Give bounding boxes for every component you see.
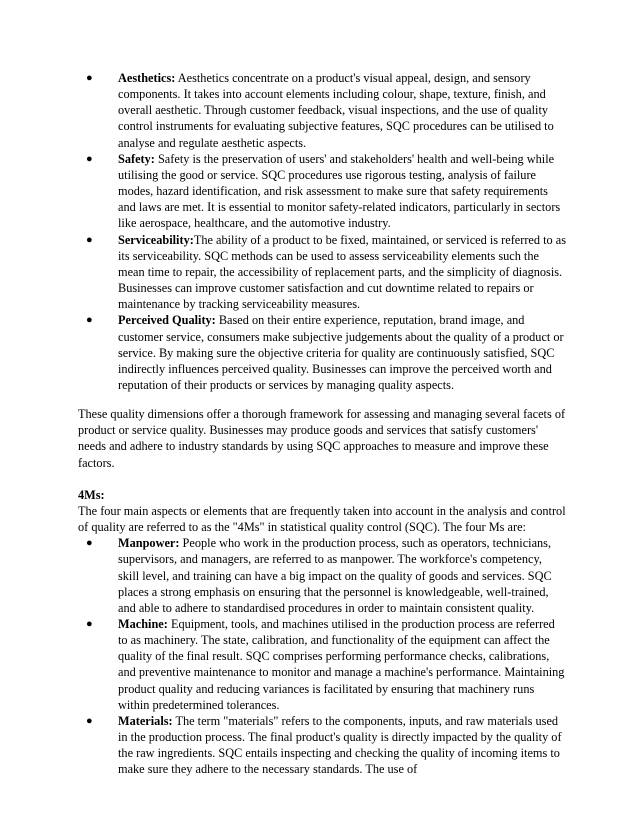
document-body — [78, 70, 566, 778]
quality-dimensions-list — [78, 70, 566, 393]
list-item — [78, 70, 566, 151]
list-item-text: Based on their entire experience, reputation, brand image, and customer service, consumers make subjective judgements about the quality of a product or service. By making sure the objective criteria for quality are continuously satisfied, SQC indirectly influences perceived quality. Businesses can improve the perceived worth and reputation of their products or services by managing quality aspects. — [118, 313, 564, 392]
list-item-text: The ability of a product to be fixed, maintained, or serviced is referred to as its serviceability. SQC methods can be used to assess serviceability elements such the mean time to repair, the accessibility of replacement parts, and the simplicity of diagnosis. Businesses can improve customer satisfaction and cut downtime related to repairs or maintenance by tracking serviceability measures. — [118, 232, 566, 312]
bullet-icon: ● — [86, 72, 93, 84]
list-item — [78, 713, 566, 778]
bullet-icon: ● — [86, 233, 93, 246]
list-item-text: The term "materials" refers to the components, inputs, and raw materials used in the production process. The final product's quality is directly impacted by the quality of the raw ingredients. SQC entails inspecting and checking the quality of incoming items to make sure they adhere to the necessary standards. The use of — [118, 713, 562, 777]
list-item-term: Aesthetics: — [118, 71, 176, 85]
bullet-icon: ● — [86, 714, 93, 727]
list-item-text: Aesthetics concentrate on a product's visual appeal, design, and sensory components. It takes into account elements including colour, shape, texture, finish, and overall aesthetic. Through customer feedback, visual inspections, and the use of quality control instruments for evaluating subjective features, SQC procedures can be utilised to analyse and regulate aesthetic aspects. — [118, 71, 554, 150]
list-item-term: Materials: — [118, 713, 173, 728]
list-item — [78, 535, 566, 616]
section-intro-paragraph: The four main aspects or elements that are frequently taken into account in the analysis and control of quality are referred to as the "4Ms" in statistical quality control (SQC). The four Ms are: — [78, 503, 566, 535]
summary-paragraph: These quality dimensions offer a thorough framework for assessing and managing several facets of product or service quality. Businesses may produce goods and services that satisfy customers' needs and adhere to industry standards by using SQC approaches to measure and improve these factors. — [78, 407, 566, 470]
list-item — [78, 151, 566, 232]
list-item-text: Safety is the preservation of users' and stakeholders' health and well-being while utilising the good or service. SQC procedures use rigorous testing, analysis of failure modes, hazard identification, and risk assessment to make sure that safety requirements and laws are met. It is essential to monitor safety-related indicators, particularly in sectors like aerospace, healthcare, and the automotive industry. — [118, 151, 561, 231]
list-item — [78, 616, 566, 713]
four-ms-list — [78, 535, 566, 777]
list-item-term: Serviceability: — [118, 232, 194, 247]
list-item-term: Manpower: — [118, 536, 180, 551]
bullet-icon: ● — [86, 314, 93, 327]
list-item-term: Perceived Quality: — [118, 313, 216, 328]
list-item-text: People who work in the production process, such as operators, technicians, supervisors, and managers, are referred to as manpower. The workforce's competency, skill level, and training can have a big impact on the quality of goods and services. SQC places a strong emphasis on ensuring that the personnel is knowledgeable, well-trained, and able to adhere to standardised procedures in order to maintain consistent quality. — [118, 536, 552, 615]
bullet-icon: ● — [86, 618, 93, 630]
list-item-term: Safety: — [118, 151, 155, 166]
list-item — [78, 312, 566, 393]
bullet-icon: ● — [86, 152, 93, 165]
list-item-text: Equipment, tools, and machines utilised in the production process are referred to as machinery. The state, calibration, and functionality of the equipment can affect the quality of the final result. SQC comprises performing performance checks, calibrations, and preventive maintenance to monitor and manage a machine's performance. Maintaining product quality and reducing variances is facilitated by ensuring that machinery runs within predetermined tolerances. — [118, 617, 565, 712]
section-heading-4ms: 4Ms: — [78, 487, 105, 502]
list-item-term: Machine: — [118, 617, 168, 631]
list-item — [78, 232, 566, 313]
bullet-icon: ● — [86, 537, 93, 550]
